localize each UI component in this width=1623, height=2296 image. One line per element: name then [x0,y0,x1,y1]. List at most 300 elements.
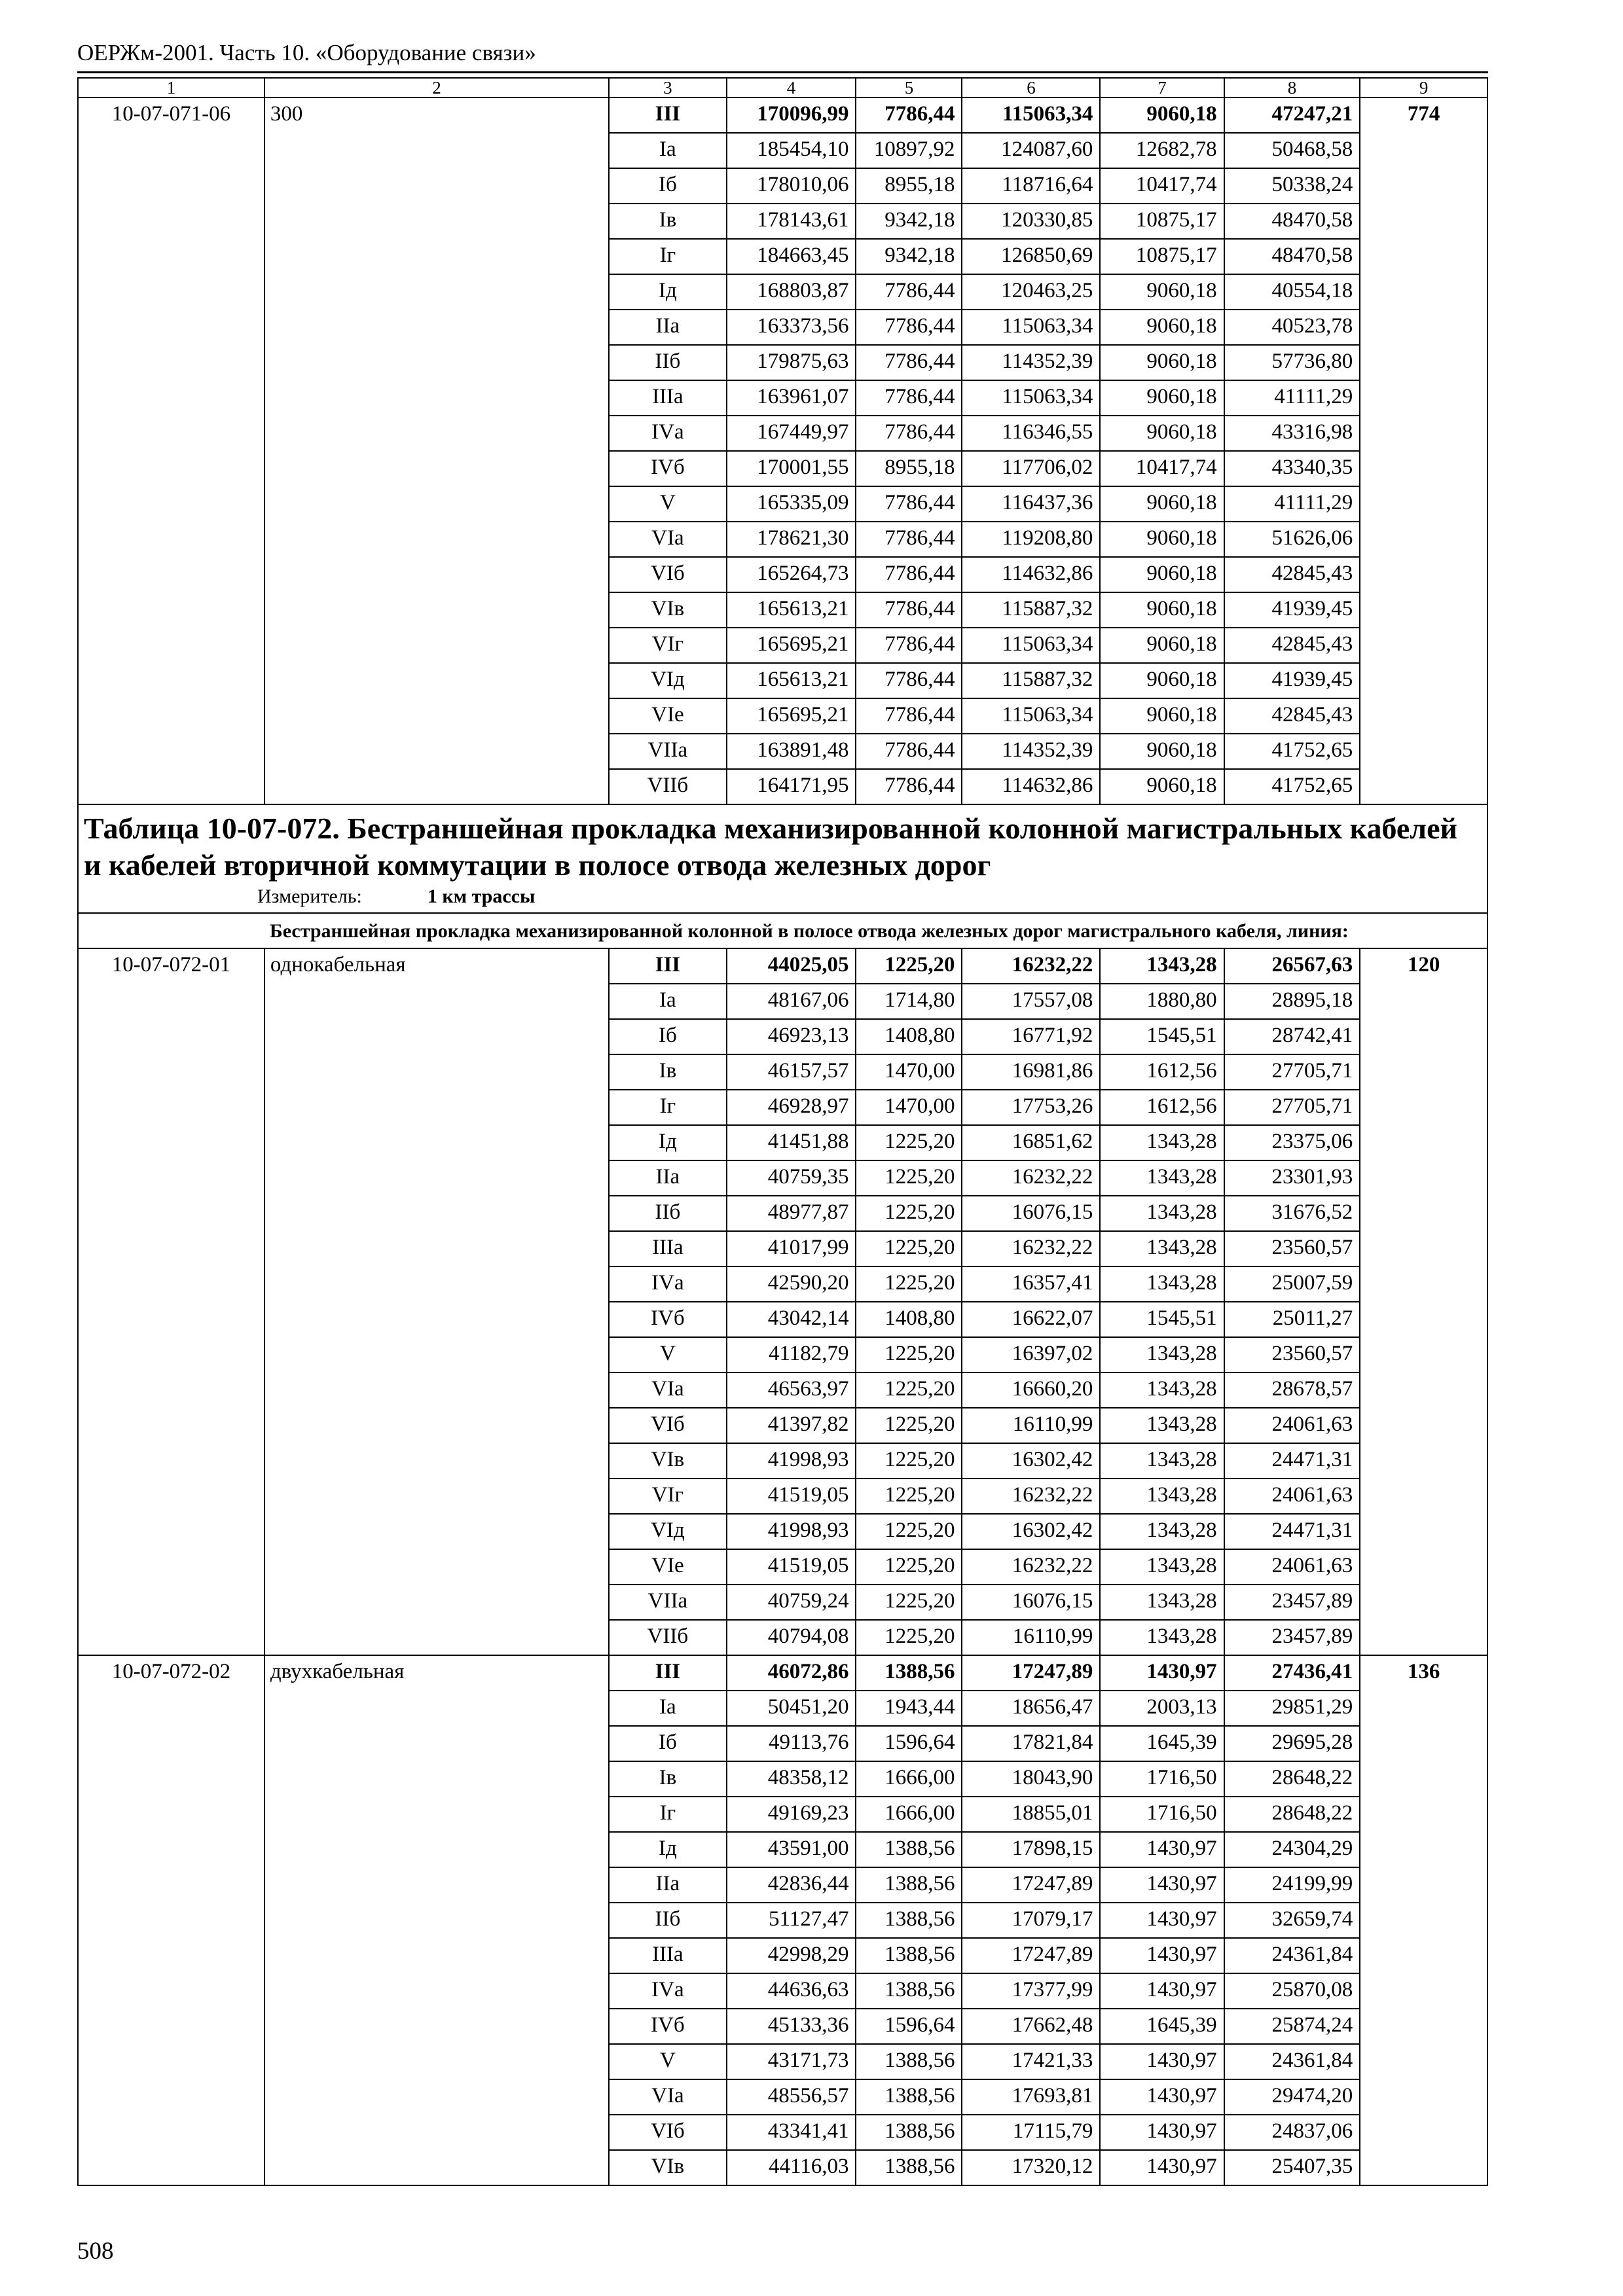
cost-value: 51626,06 [1224,522,1360,557]
cost-value: 50468,58 [1224,133,1360,168]
zone-code: V [609,2044,726,2079]
cost-value: 7786,44 [856,274,962,310]
column-number-row [78,78,1487,98]
cost-value: 48470,58 [1224,204,1360,239]
zone-code: VIа [609,2079,726,2115]
cost-value: 9060,18 [1100,345,1224,380]
work-name: двухкабельная [264,1655,609,2185]
cost-value: 1388,56 [856,2044,962,2079]
cost-value: 1408,80 [856,1019,962,1054]
cost-value: 164171,95 [727,769,856,804]
cost-value: 9060,18 [1100,274,1224,310]
table-row [78,1655,1487,1691]
cost-value: 1225,20 [856,1231,962,1266]
cost-value: 7786,44 [856,380,962,416]
cost-value: 1388,56 [856,1903,962,1938]
cost-value: 114632,86 [962,769,1100,804]
cost-value: 7786,44 [856,522,962,557]
zone-code: Iв [609,1761,726,1797]
cost-value: 17753,26 [962,1090,1100,1125]
cost-value: 1645,39 [1100,2009,1224,2044]
cost-value: 42845,43 [1224,557,1360,592]
cost-value: 1430,97 [1100,1973,1224,2009]
cost-value: 1716,50 [1100,1797,1224,1832]
zone-code: Iг [609,1797,726,1832]
table-title: Таблица 10-07-072. Бестраншейная прокладка механизированной колонной магистральных кабелей и кабелей вторичной коммутации в полосе отвода железных дорог [84,812,1458,882]
cost-value: 23457,89 [1224,1585,1360,1620]
cost-value: 25011,27 [1224,1302,1360,1337]
cost-value: 165695,21 [727,698,856,734]
cost-value: 27436,41 [1224,1655,1360,1691]
work-name: однокабельная [264,948,609,1655]
cost-value: 46923,13 [727,1019,856,1054]
zone-code: VIIб [609,769,726,804]
table-row [78,948,1487,984]
cost-value: 1388,56 [856,1973,962,2009]
table-title-row [78,804,1487,913]
zone-code: Iб [609,168,726,204]
cost-value: 49169,23 [727,1797,856,1832]
meter-line [84,884,1482,912]
cost-value: 17377,99 [962,1973,1100,2009]
zone-code: VIв [609,2150,726,2185]
cost-value: 1666,00 [856,1761,962,1797]
cost-value: 17320,12 [962,2150,1100,2185]
cost-value: 1430,97 [1100,2044,1224,2079]
cost-value: 44636,63 [727,1973,856,2009]
cost-value: 1612,56 [1100,1054,1224,1090]
cost-value: 43591,00 [727,1832,856,1867]
cost-value: 1225,20 [856,1266,962,1302]
cost-value: 1430,97 [1100,1938,1224,1973]
cost-value: 12682,78 [1100,133,1224,168]
zone-code: IIIа [609,1938,726,1973]
cost-value: 24471,31 [1224,1514,1360,1549]
zone-code: Iб [609,1019,726,1054]
cost-value: 24061,63 [1224,1549,1360,1585]
zone-code: IIб [609,345,726,380]
cost-value: 1645,39 [1100,1726,1224,1761]
cost-value: 17247,89 [962,1655,1100,1691]
cost-value: 9060,18 [1100,310,1224,345]
cost-value: 9060,18 [1100,522,1224,557]
cost-value: 41998,93 [727,1514,856,1549]
zone-code: Iа [609,1691,726,1726]
cost-value: 1225,20 [856,1514,962,1549]
cost-value: 9060,18 [1100,769,1224,804]
cost-value: 1430,97 [1100,1655,1224,1691]
cost-value: 115887,32 [962,663,1100,698]
zone-code: IVа [609,416,726,451]
labor-cost: 120 [1360,948,1487,1655]
zone-code: Iв [609,1054,726,1090]
cost-value: 44025,05 [727,948,856,984]
section-subheading: Бестраншейная прокладка механизированной колонной в полосе отвода железных дорог магистрального кабеля, линия: [264,913,1487,948]
cost-value: 1470,00 [856,1054,962,1090]
cost-value: 16397,02 [962,1337,1100,1372]
cost-value: 1343,28 [1100,1372,1224,1408]
cost-value: 1343,28 [1100,1266,1224,1302]
cost-value: 9060,18 [1100,592,1224,628]
cost-value: 7786,44 [856,663,962,698]
zone-code: IVб [609,451,726,486]
zone-code: IVа [609,1973,726,2009]
cost-value: 44116,03 [727,2150,856,2185]
cost-value: 8955,18 [856,168,962,204]
column-number: 8 [1224,78,1360,98]
cost-value: 1545,51 [1100,1302,1224,1337]
cost-value: 126850,69 [962,239,1100,274]
cost-value: 7786,44 [856,98,962,133]
cost-value: 1714,80 [856,984,962,1019]
cost-value: 46928,97 [727,1090,856,1125]
zone-code: VIд [609,663,726,698]
cost-value: 42845,43 [1224,698,1360,734]
cost-value: 1388,56 [856,2150,962,2185]
zone-code: VIг [609,1479,726,1514]
cost-value: 42998,29 [727,1938,856,1973]
cost-value: 170096,99 [727,98,856,133]
cost-value: 1943,44 [856,1691,962,1726]
cost-value: 165695,21 [727,628,856,663]
cost-value: 43341,41 [727,2115,856,2150]
zone-code: IIа [609,1867,726,1903]
cost-value: 1343,28 [1100,1231,1224,1266]
cost-value: 46563,97 [727,1372,856,1408]
cost-value: 7786,44 [856,769,962,804]
cost-value: 7786,44 [856,416,962,451]
cost-value: 42836,44 [727,1867,856,1903]
cost-value: 46072,86 [727,1655,856,1691]
zone-code: III [609,1655,726,1691]
cost-value: 28648,22 [1224,1761,1360,1797]
cost-value: 116437,36 [962,486,1100,522]
cost-value: 9060,18 [1100,698,1224,734]
cost-value: 179875,63 [727,345,856,380]
zone-code: VIб [609,1408,726,1443]
zone-code: VIIб [609,1620,726,1655]
cost-value: 16076,15 [962,1196,1100,1231]
cost-value: 2003,13 [1100,1691,1224,1726]
zone-code: IVб [609,2009,726,2044]
cost-value: 1225,20 [856,1125,962,1160]
cost-value: 41111,29 [1224,486,1360,522]
cost-value: 43042,14 [727,1302,856,1337]
zone-code: Iа [609,984,726,1019]
cost-value: 120330,85 [962,204,1100,239]
cost-value: 1343,28 [1100,1585,1224,1620]
cost-value: 9060,18 [1100,380,1224,416]
cost-value: 41998,93 [727,1443,856,1479]
cost-value: 178143,61 [727,204,856,239]
cost-value: 1430,97 [1100,1903,1224,1938]
cost-value: 28648,22 [1224,1797,1360,1832]
cost-value: 41451,88 [727,1125,856,1160]
zone-code: IIа [609,1160,726,1196]
cost-value: 9060,18 [1100,663,1224,698]
cost-value: 1343,28 [1100,1443,1224,1479]
cost-value: 1430,97 [1100,1867,1224,1903]
zone-code: VIд [609,1514,726,1549]
zone-code: VIв [609,1443,726,1479]
labor-cost: 774 [1360,98,1487,804]
cost-value: 185454,10 [727,133,856,168]
cost-value: 42590,20 [727,1266,856,1302]
cost-value: 184663,45 [727,239,856,274]
cost-value: 24471,31 [1224,1443,1360,1479]
cost-value: 16232,22 [962,948,1100,984]
column-number: 5 [856,78,962,98]
cost-value: 1225,20 [856,1549,962,1585]
cost-value: 167449,97 [727,416,856,451]
zone-code: VIб [609,557,726,592]
cost-value: 16232,22 [962,1549,1100,1585]
cost-value: 16622,07 [962,1302,1100,1337]
cost-value: 16232,22 [962,1479,1100,1514]
cost-value: 1408,80 [856,1302,962,1337]
cost-value: 43171,73 [727,2044,856,2079]
cost-value: 42845,43 [1224,628,1360,663]
meter-label: Измеритель: [257,886,362,907]
cost-value: 1225,20 [856,948,962,984]
cost-value: 16302,42 [962,1514,1100,1549]
cost-value: 17821,84 [962,1726,1100,1761]
cost-value: 9060,18 [1100,416,1224,451]
cost-value: 1388,56 [856,1832,962,1867]
cost-value: 7786,44 [856,698,962,734]
cost-value: 23375,06 [1224,1125,1360,1160]
cost-value: 16232,22 [962,1160,1100,1196]
zone-code: V [609,486,726,522]
zone-code: IIб [609,1903,726,1938]
cost-value: 28742,41 [1224,1019,1360,1054]
cost-value: 1343,28 [1100,1549,1224,1585]
cost-value: 24061,63 [1224,1408,1360,1443]
cost-value: 9060,18 [1100,734,1224,769]
cost-value: 16771,92 [962,1019,1100,1054]
cost-value: 26567,63 [1224,948,1360,984]
cost-value: 1666,00 [856,1797,962,1832]
cost-value: 48470,58 [1224,239,1360,274]
cost-value: 50338,24 [1224,168,1360,204]
cost-value: 1388,56 [856,2115,962,2150]
cost-value: 24304,29 [1224,1832,1360,1867]
cost-value: 163891,48 [727,734,856,769]
cost-value: 18656,47 [962,1691,1100,1726]
zone-code: VIг [609,628,726,663]
cost-value: 163961,07 [727,380,856,416]
cost-value: 41397,82 [727,1408,856,1443]
cost-value: 17115,79 [962,2115,1100,2150]
cost-value: 28678,57 [1224,1372,1360,1408]
cost-value: 1388,56 [856,1867,962,1903]
cost-value: 8955,18 [856,451,962,486]
cost-value: 24837,06 [1224,2115,1360,2150]
cost-value: 29695,28 [1224,1726,1360,1761]
zone-code: Iд [609,274,726,310]
cost-value: 1880,80 [1100,984,1224,1019]
cost-value: 1343,28 [1100,1337,1224,1372]
zone-code: VIе [609,1549,726,1585]
cost-value: 115063,34 [962,98,1100,133]
table-title-cell [78,804,1487,913]
cost-value: 7786,44 [856,592,962,628]
cost-value: 7786,44 [856,734,962,769]
cost-value: 1545,51 [1100,1019,1224,1054]
zone-code: Iг [609,1090,726,1125]
cost-value: 18043,90 [962,1761,1100,1797]
cost-value: 43316,98 [1224,416,1360,451]
cost-value: 25874,24 [1224,2009,1360,2044]
zone-code: VIв [609,592,726,628]
cost-value: 24361,84 [1224,1938,1360,1973]
cost-value: 41519,05 [727,1549,856,1585]
cost-value: 24361,84 [1224,2044,1360,2079]
cost-value: 7786,44 [856,310,962,345]
cost-value: 47247,21 [1224,98,1360,133]
cost-value: 1596,64 [856,2009,962,2044]
cost-value: 31676,52 [1224,1196,1360,1231]
cost-value: 46157,57 [727,1054,856,1090]
zone-code: IIIа [609,380,726,416]
cost-value: 48556,57 [727,2079,856,2115]
cost-value: 1388,56 [856,1938,962,1973]
cost-value: 1225,20 [856,1408,962,1443]
cost-value: 118716,64 [962,168,1100,204]
cost-value: 17693,81 [962,2079,1100,2115]
cost-value: 1343,28 [1100,1160,1224,1196]
cost-value: 29851,29 [1224,1691,1360,1726]
cost-value: 7786,44 [856,345,962,380]
cost-value: 115887,32 [962,592,1100,628]
cost-value: 16660,20 [962,1372,1100,1408]
cost-value: 17421,33 [962,2044,1100,2079]
cost-value: 1225,20 [856,1372,962,1408]
cost-value: 168803,87 [727,274,856,310]
cost-value: 1430,97 [1100,2150,1224,2185]
column-number: 1 [78,78,264,98]
zone-code: III [609,948,726,984]
cost-value: 24199,99 [1224,1867,1360,1903]
cost-value: 1225,20 [856,1337,962,1372]
zone-code: VIб [609,2115,726,2150]
cost-value: 45133,36 [727,2009,856,2044]
cost-value: 40759,35 [727,1160,856,1196]
cost-value: 48358,12 [727,1761,856,1797]
cost-value: 1225,20 [856,1479,962,1514]
cost-value: 40759,24 [727,1585,856,1620]
position-code: 10-07-071-06 [78,98,264,804]
cost-value: 43340,35 [1224,451,1360,486]
cost-value: 165613,21 [727,663,856,698]
cost-value: 16110,99 [962,1408,1100,1443]
column-number: 4 [727,78,856,98]
zone-code: IVб [609,1302,726,1337]
zone-code: VIе [609,698,726,734]
cost-value: 17898,15 [962,1832,1100,1867]
cost-value: 7786,44 [856,557,962,592]
cost-value: 41939,45 [1224,663,1360,698]
cost-value: 1430,97 [1100,1832,1224,1867]
cost-value: 114352,39 [962,734,1100,769]
column-number: 6 [962,78,1100,98]
zone-code: VIа [609,1372,726,1408]
cost-value: 9060,18 [1100,98,1224,133]
cost-value: 7786,44 [856,486,962,522]
cost-value: 1430,97 [1100,2115,1224,2150]
cost-value: 41752,65 [1224,769,1360,804]
cost-value: 41111,29 [1224,380,1360,416]
cost-value: 1343,28 [1100,948,1224,984]
zone-code: Iд [609,1125,726,1160]
header-rule [77,71,1488,73]
column-number: 9 [1360,78,1487,98]
table-row [78,98,1487,133]
cost-value: 25870,08 [1224,1973,1360,2009]
cost-value: 16357,41 [962,1266,1100,1302]
cost-value: 1343,28 [1100,1125,1224,1160]
cost-value: 1343,28 [1100,1514,1224,1549]
cost-value: 25007,59 [1224,1266,1360,1302]
cost-value: 9342,18 [856,204,962,239]
cost-value: 1470,00 [856,1090,962,1125]
cost-value: 28895,18 [1224,984,1360,1019]
zone-code: Iв [609,204,726,239]
cost-value: 23560,57 [1224,1231,1360,1266]
cost-value: 9060,18 [1100,486,1224,522]
column-number: 2 [264,78,609,98]
cost-value: 41939,45 [1224,592,1360,628]
cost-value: 1343,28 [1100,1479,1224,1514]
cost-value: 114632,86 [962,557,1100,592]
cost-value: 48167,06 [727,984,856,1019]
cost-value: 41182,79 [727,1337,856,1372]
cost-value: 178621,30 [727,522,856,557]
zone-code: IIб [609,1196,726,1231]
cost-value: 1343,28 [1100,1408,1224,1443]
cost-value: 24061,63 [1224,1479,1360,1514]
position-code: 10-07-072-01 [78,948,264,1655]
cost-value: 41017,99 [727,1231,856,1266]
cost-value: 1343,28 [1100,1620,1224,1655]
cost-value: 51127,47 [727,1903,856,1938]
cost-value: 57736,80 [1224,345,1360,380]
cost-value: 40794,08 [727,1620,856,1655]
cost-value: 1612,56 [1100,1090,1224,1125]
cost-value: 23301,93 [1224,1160,1360,1196]
labor-cost: 136 [1360,1655,1487,2185]
cost-value: 114352,39 [962,345,1100,380]
cost-value: 40554,18 [1224,274,1360,310]
position-code: 10-07-072-02 [78,1655,264,2185]
subheading-row [78,913,1487,948]
cost-value: 115063,34 [962,698,1100,734]
cost-value: 9060,18 [1100,557,1224,592]
cost-value: 9342,18 [856,239,962,274]
zone-code: Iб [609,1726,726,1761]
cost-value: 16232,22 [962,1231,1100,1266]
zone-code: VIIа [609,1585,726,1620]
cost-value: 1716,50 [1100,1761,1224,1797]
cost-value: 7786,44 [856,628,962,663]
cost-value: 23560,57 [1224,1337,1360,1372]
zone-code: Iд [609,1832,726,1867]
cost-value: 165613,21 [727,592,856,628]
zone-code: Iг [609,239,726,274]
cost-value: 1225,20 [856,1585,962,1620]
cost-value: 27705,71 [1224,1054,1360,1090]
column-number: 7 [1100,78,1224,98]
